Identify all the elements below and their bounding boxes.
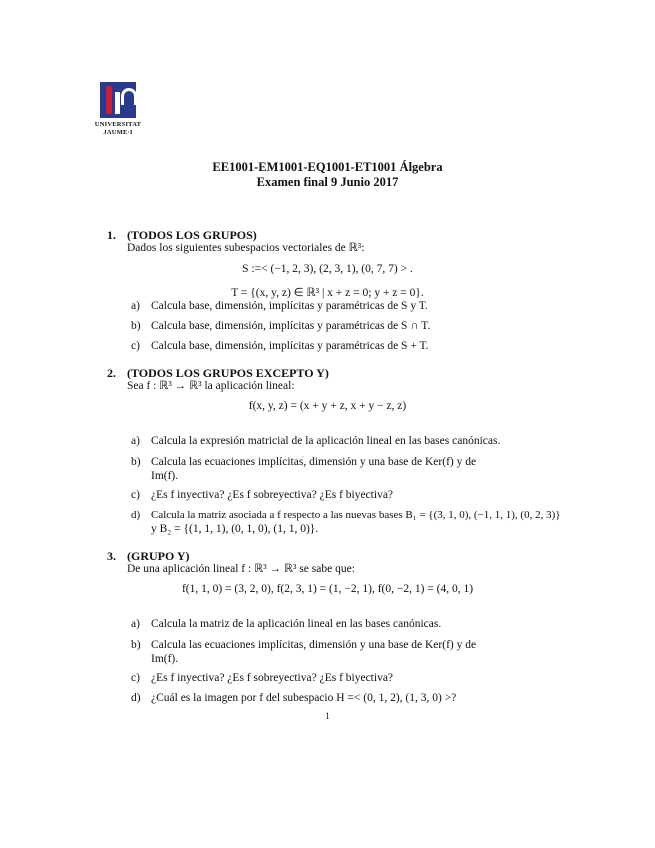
university-emblem-icon: [100, 82, 136, 118]
list-item: b) Calcula las ecuaciones implícitas, dimensión y una base de Ker(f) y de: [131, 639, 477, 651]
page-number: 1: [325, 711, 330, 721]
q3-equation: f(1, 1, 0) = (3, 2, 0), f(2, 3, 1) = (1, −2, 1), f(0, −2, 1) = (4, 0, 1): [181, 583, 474, 595]
q2-intro: Sea f : ℝ³ → ℝ³ la aplicación lineal:: [127, 380, 295, 392]
list-item: d) Calcula la matriz asociada a f respecto a las nuevas bases B₁ = {(3, 1, 0), (−1, 1, 1), (0, 2, 3)}: [131, 509, 561, 521]
list-item: a) Calcula base, dimensión, implícitas y paramétricas de S y T.: [131, 300, 428, 312]
q3-intro: De una aplicación lineal f : ℝ³ → ℝ³ se sabe que:: [127, 563, 355, 575]
list-item: b) Calcula las ecuaciones implícitas, dimensión y una base de Ker(f) y de: [131, 456, 477, 468]
q1-equation-s: S :=< (−1, 2, 3), (2, 3, 1), (0, 7, 7) > .: [242, 263, 413, 275]
q1-equation-t: T = {(x, y, z) ∈ ℝ³ | x + z = 0; y + z = 0}.: [231, 287, 424, 299]
list-item: b) Calcula base, dimensión, implícitas y paramétricas de S ∩ T.: [131, 320, 431, 332]
list-item-continuation: Im(f).: [151, 653, 179, 665]
list-item-continuation: Im(f).: [151, 470, 179, 482]
list-item: d) ¿Cuál es la imagen por f del subespacio H =< (0, 1, 2), (1, 3, 0) >?: [131, 692, 457, 704]
list-item-continuation: y B₂ = {(1, 1, 1), (0, 1, 0), (1, 1, 0)}.: [151, 523, 319, 535]
list-item: a) Calcula la matriz de la aplicación lineal en las bases canónicas.: [131, 618, 442, 630]
q2-number: 2.: [107, 366, 116, 380]
q2-equation: f(x, y, z) = (x + y + z, x + y − z, z): [248, 400, 407, 412]
q3-heading: (GRUPO Y): [127, 549, 190, 563]
q3-number: 3.: [107, 549, 116, 563]
q1-intro: Dados los siguientes subespacios vectoriales de ℝ³:: [127, 242, 365, 254]
list-item: c) ¿Es f inyectiva? ¿Es f sobreyectiva? ¿Es f biyectiva?: [131, 672, 394, 684]
university-logo: [92, 82, 144, 137]
q1-heading: (TODOS LOS GRUPOS): [127, 228, 257, 242]
logo-text: UNIVERSITAT JAUME·I: [94, 121, 142, 136]
exam-subtitle: Examen final 9 Junio 2017: [256, 175, 399, 189]
exam-title: EE1001-EM1001-EQ1001-ET1001 Álgebra: [212, 160, 443, 174]
q1-number: 1.: [107, 228, 116, 242]
list-item: c) Calcula base, dimensión, implícitas y paramétricas de S + T.: [131, 340, 429, 352]
list-item: a) Calcula la expresión matricial de la aplicación lineal en las bases canónicas.: [131, 435, 501, 447]
list-item: c) ¿Es f inyectiva? ¿Es f sobreyectiva? ¿Es f biyectiva?: [131, 489, 394, 501]
q2-heading: (TODOS LOS GRUPOS EXCEPTO Y): [127, 366, 329, 380]
